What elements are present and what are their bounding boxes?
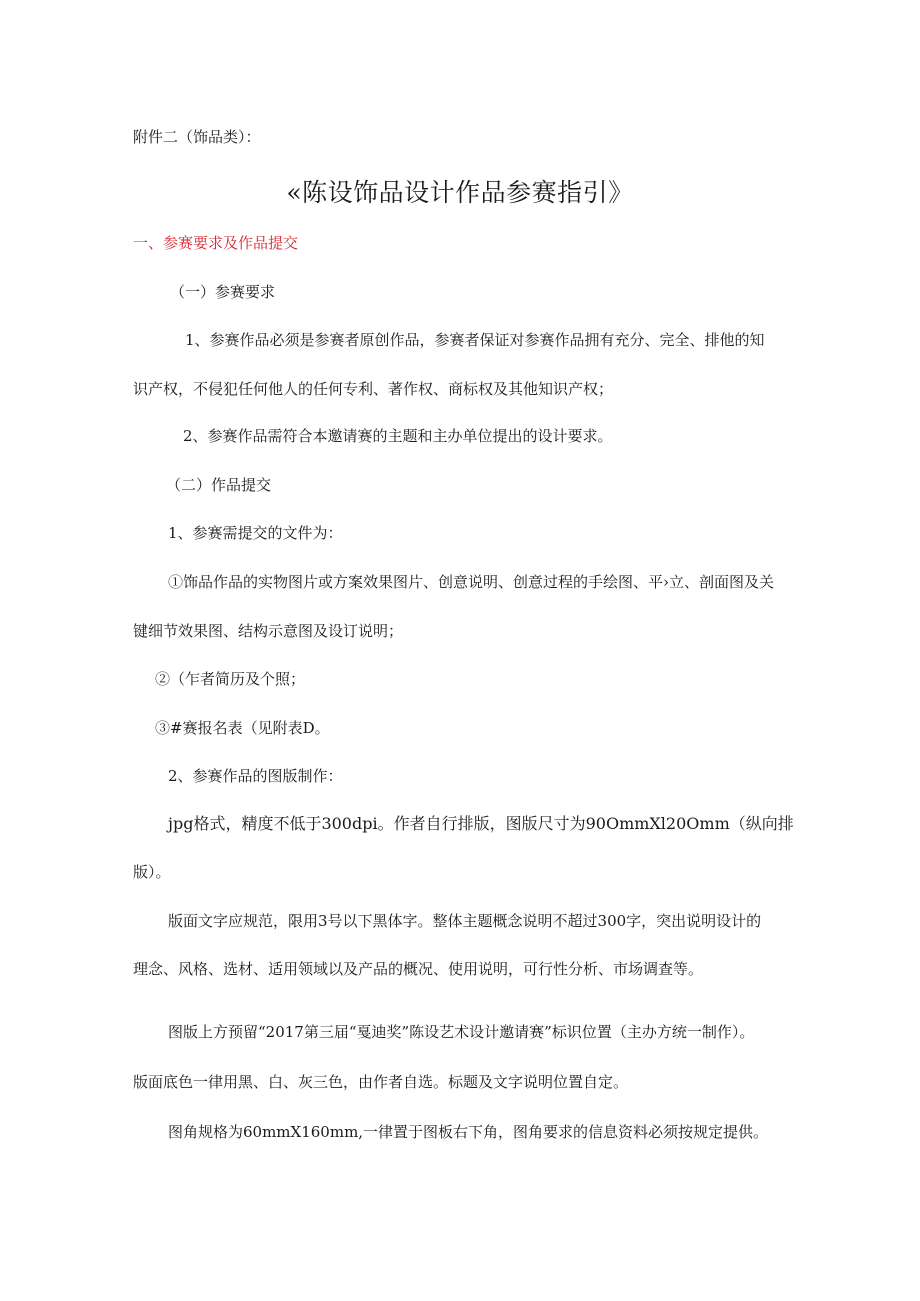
text-rule-line-1: 版面文字应规范，限用3号以下黑体字。整体主题概念说明不超过300字，突出说明设计的	[168, 912, 762, 930]
format-spec-line-1: jpg格式，精度不低于300dpi。作者自行排版，图版尺寸为90OmmXl20Omm（纵向排	[168, 814, 794, 833]
document-title: «陈设饰品设计作品参赛指引》	[286, 178, 634, 207]
submission-item-2: 2、参赛作品的图版制作：	[168, 767, 343, 785]
reserve-rule-line-1: 图版上方预留“2017第三届“戛迪奖”陈设艺术设计邀请赛”标识位置（主办方统一制作）。	[168, 1023, 755, 1041]
file-item-2: ②（乍者简历及个照；	[155, 670, 306, 688]
requirement-2: 2、参赛作品需符合本邀请赛的主题和主办单位提出的设计要求。	[183, 427, 613, 445]
attachment-label: 附件二（饰品类）：	[133, 128, 261, 146]
requirement-1-line-2: 识产权，不侵犯任何他人的任何专利、著作权、商标权及其他知识产权；	[133, 380, 614, 398]
subheading-requirements: （一）参赛要求	[170, 283, 276, 301]
section-heading-requirements: 一、参赛要求及作品提交	[133, 234, 299, 252]
format-spec-line-2: 版）。	[133, 863, 171, 881]
reserve-rule-line-2: 版面底色一律用黑、白、灰三色，由作者自选。标题及文字说明位置自定。	[133, 1073, 629, 1091]
text-rule-line-2: 理念、风格、选材、适用领域以及产品的概况、使用说明，可行性分析、市场调查等。	[133, 960, 704, 978]
submission-item-1: 1、参赛需提交的文件为：	[168, 524, 343, 542]
file-item-1-line-2: 键细节效果图、结构示意图及设订说明；	[133, 622, 404, 640]
corner-spec-line: 图角规格为60mmX160mm,一律置于图板右下角，图角要求的信息资料必须按规定提供。	[168, 1123, 769, 1141]
subheading-submission: （二）作品提交	[166, 476, 272, 494]
file-item-1-line-1: ①饰品作品的实物图片或方案效果图片、创意说明、创意过程的手绘图、平›立、剖面图及关	[168, 573, 775, 591]
file-item-3: ③#赛报名表（见附表D。	[155, 719, 330, 737]
requirement-1-line-1: 1、参赛作品必须是参赛者原创作品，参赛者保证对参赛作品拥有充分、完全、排他的知	[185, 331, 765, 349]
